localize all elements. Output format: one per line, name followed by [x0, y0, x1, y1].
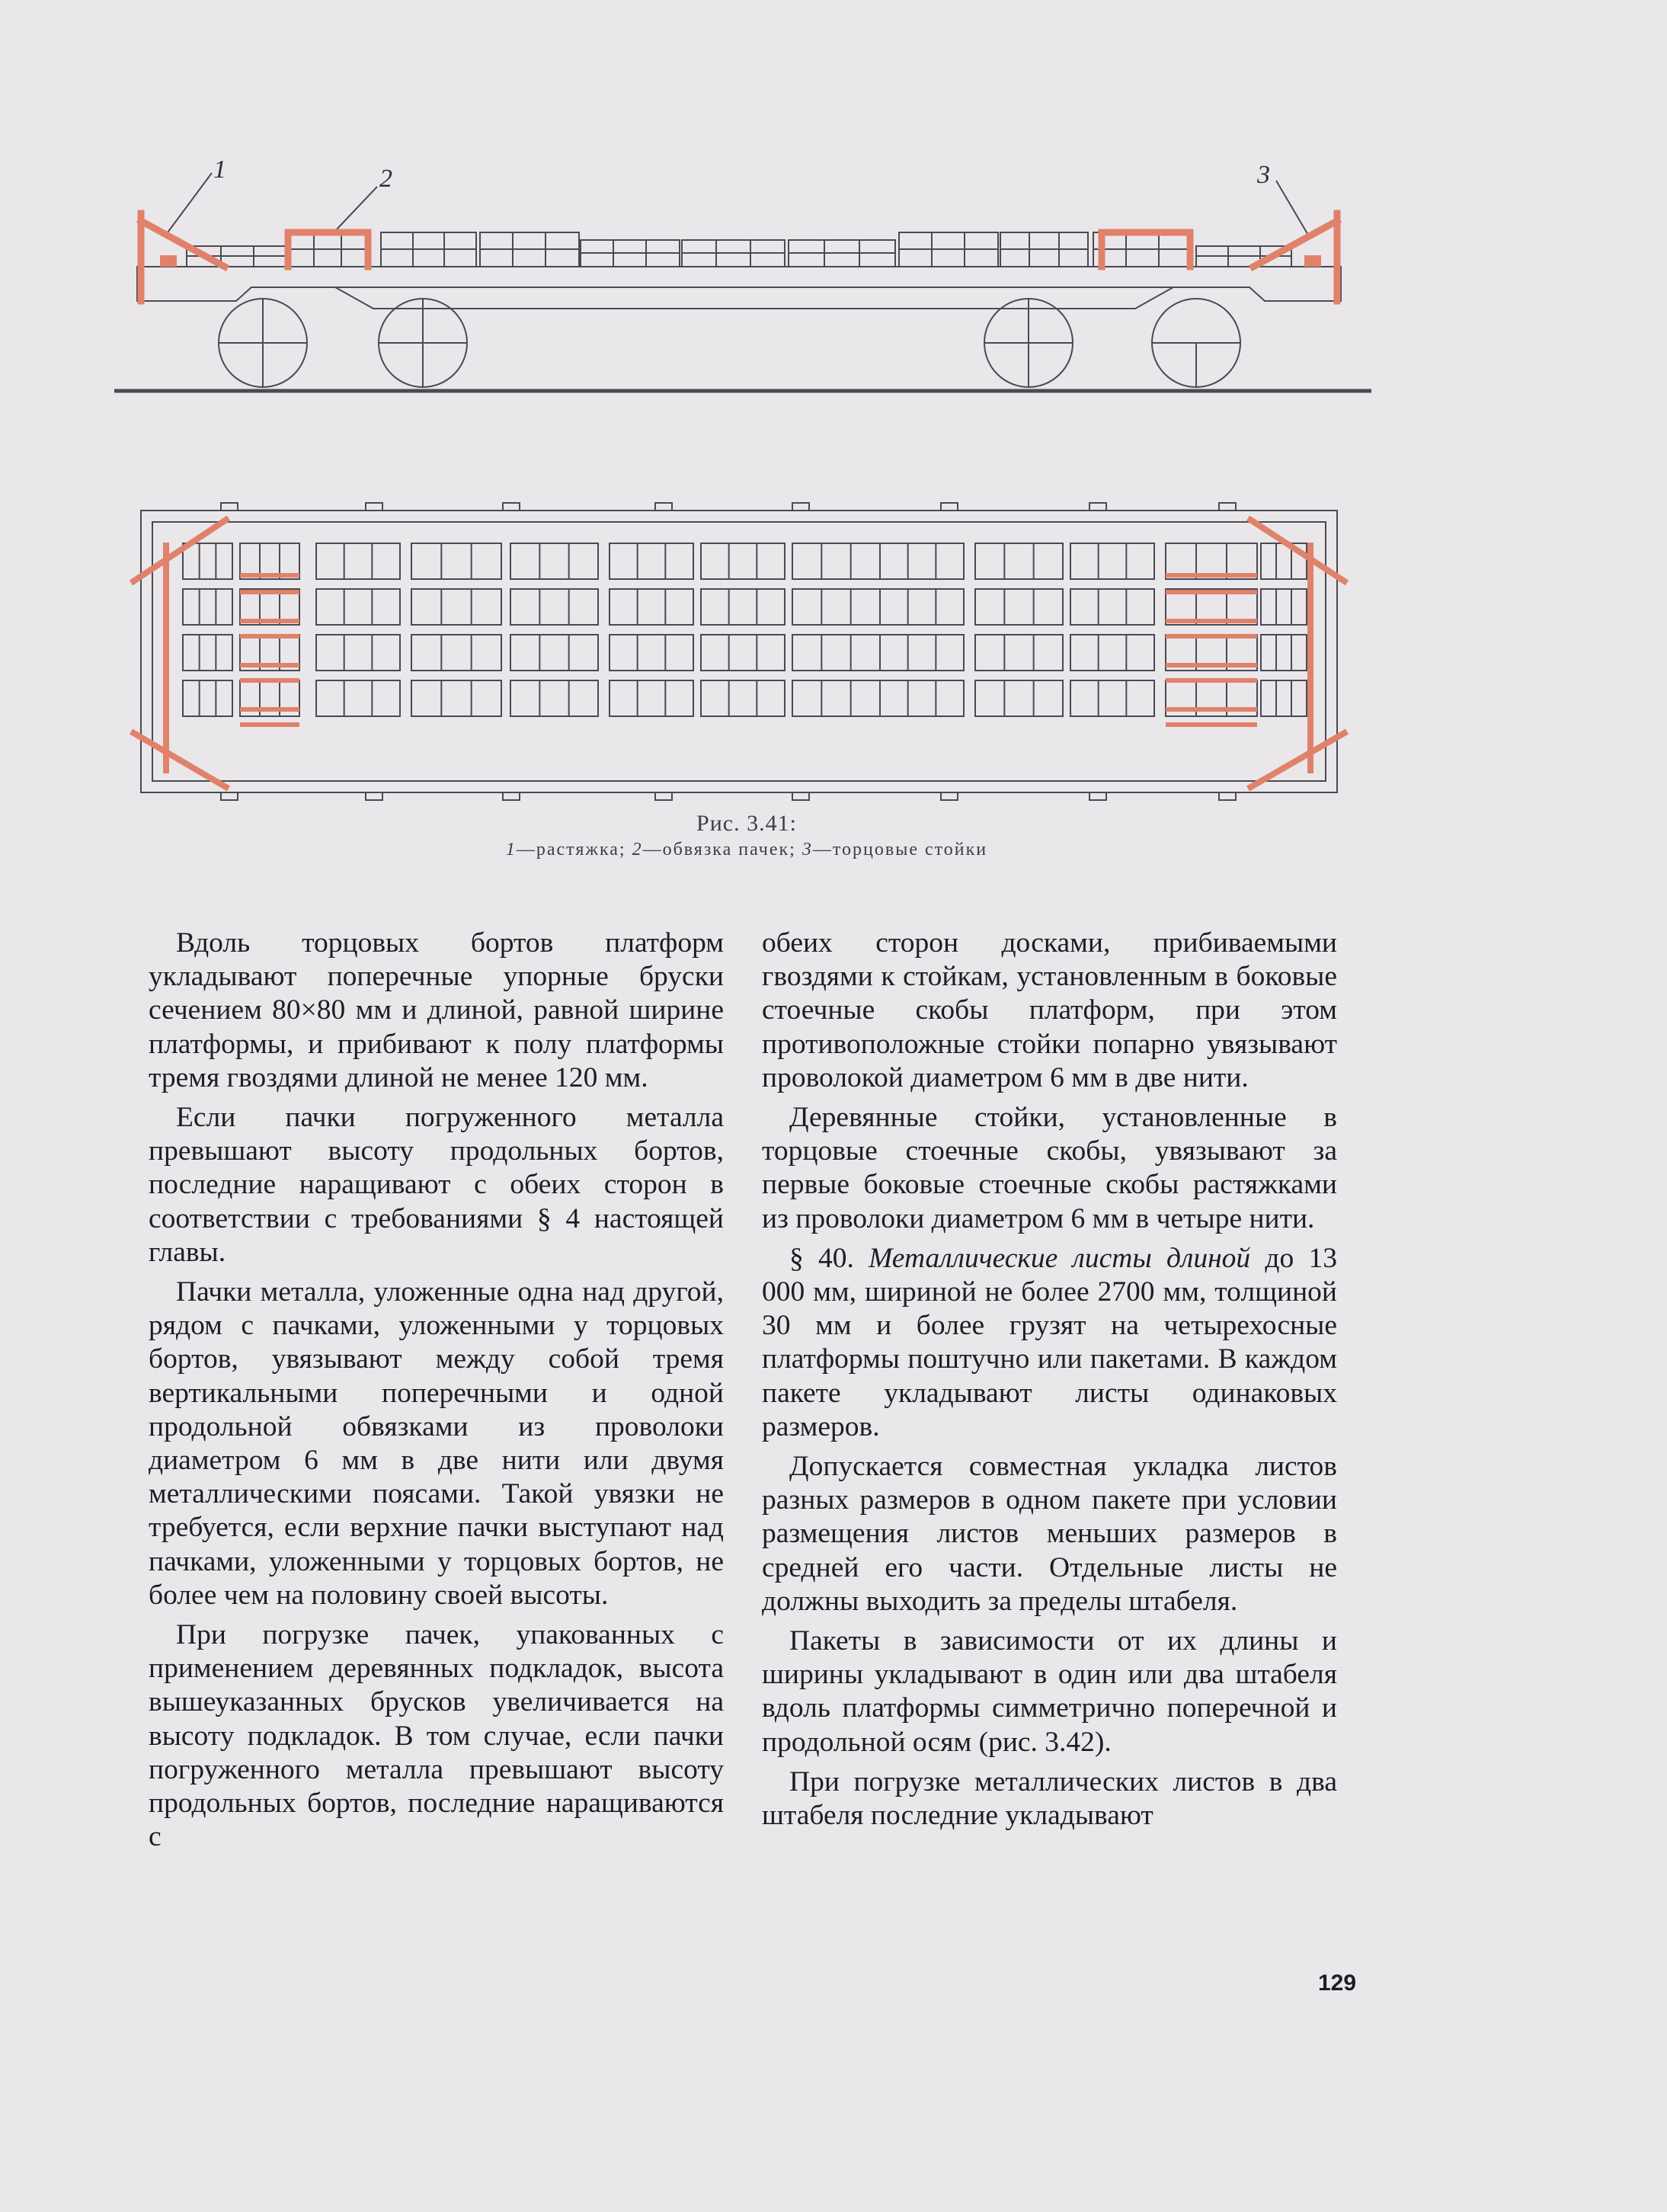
- paragraph: Деревянные стойки, установленные в торцовые стоечные скобы, увязывают за первые боковые стоечные скобы растяжками из проволоки диаметром 6 мм в четыре нити.: [762, 1102, 1337, 1234]
- cargo-bundle: [610, 543, 693, 579]
- cargo-bundle: [701, 680, 785, 716]
- text-column-left: [149, 927, 724, 1860]
- cargo-bundle: [1261, 589, 1307, 625]
- cargo-bundle: [510, 543, 598, 579]
- cargo-bundle: [792, 680, 880, 716]
- paragraph: При погрузке пачек, упакованных с применением деревянных подкладок, высота вышеуказанных брусков увеличивается на высоту подкладок. В том случае, если пачки погруженного металла превышают высоту продольных бортов, последние наращиваются с: [149, 1619, 724, 1853]
- section-heading: Металлические листы длиной: [869, 1242, 1251, 1274]
- legend-text-1: —растяжка;: [516, 840, 632, 860]
- cargo-bundle: [975, 680, 1063, 716]
- paragraph: Если пачки погруженного металла превышают высоту продольных бортов, последние наращивают с обеих сторон в соответствии с требованиями § 4 настоящей главы.: [149, 1102, 724, 1268]
- cargo-bundle: [316, 635, 400, 671]
- cargo-bundle: [975, 635, 1063, 671]
- figure-caption-title: Рис. 3.41:: [696, 811, 797, 836]
- cargo-bundle: [316, 543, 400, 579]
- paragraph-continuation: обеих сторон досками, прибиваемыми гвоздями к стойкам, установленным в боковые стоечные скобы платформ, при этом противоположные стойки попарно увязывают проволокой диаметром 6 мм в две нити.: [762, 927, 1337, 1093]
- cargo-bundle: [510, 589, 598, 625]
- cargo-bundle: [316, 589, 400, 625]
- cargo-bundle: [701, 635, 785, 671]
- cargo-bundle: [183, 680, 232, 716]
- paragraph: Пачки металла, уложенные одна над другой, рядом с пачками, уложенными у торцовых бортов, увязывают между собой тремя вертикальными поперечными и одной продольной обвязками из проволоки диаметром 6 мм в две нити или двумя металлическими поясами. Такой увязки не требуется, если верхние пачки выступают над пачками, уложенными у торцовых бортов, не более чем на половину своей высоты.: [149, 1276, 724, 1611]
- cargo-bundle: [880, 680, 964, 716]
- legend-num-3: 3: [802, 840, 813, 860]
- legend-text-3: —торцовые стойки: [812, 840, 988, 860]
- cargo-bundle: [411, 680, 501, 716]
- legend-num-2: 2: [632, 840, 643, 860]
- page-number: 129: [1318, 1970, 1357, 1996]
- callout-3: 3: [1257, 161, 1270, 189]
- section-number: § 40.: [789, 1242, 869, 1274]
- cargo-bundle: [510, 635, 598, 671]
- cargo-bundle: [975, 589, 1063, 625]
- cargo-bundle: [792, 589, 880, 625]
- callout-1: 1: [213, 156, 226, 184]
- paragraph: Пакеты в зависимости от их длины и ширины укладывают в один или два штабеля вдоль платформы симметрично поперечной и продольной осям (рис. 3.42).: [762, 1625, 1337, 1758]
- legend-num-1: 1: [505, 840, 517, 860]
- cargo-bundle: [1261, 635, 1307, 671]
- paragraph: Допускается совместная укладка листов разных размеров в одном пакете при условии размещения листов меньших размеров в средней его части. Отдельные листы не должны выходить за пределы штабеля.: [762, 1451, 1337, 1617]
- cargo-bundle: [880, 635, 964, 671]
- cargo-bundle: [880, 589, 964, 625]
- cargo-bundle: [975, 543, 1063, 579]
- cargo-bundle: [610, 635, 693, 671]
- figure-legend: [0, 840, 1493, 860]
- cargo-bundle: [792, 543, 880, 579]
- cargo-bundle: [792, 635, 880, 671]
- cargo-bundle: [183, 635, 232, 671]
- section-40-paragraph: [762, 1242, 1337, 1444]
- paragraph: При погрузке металлических листов в два штабеля последние укладывают: [762, 1765, 1337, 1832]
- cargo-bundle: [1261, 680, 1307, 716]
- cargo-bundle: [183, 543, 232, 579]
- cargo-bundle: [1070, 589, 1154, 625]
- callout-2: 2: [379, 165, 392, 193]
- cargo-bundle: [183, 589, 232, 625]
- paragraph: Вдоль торцовых бортов платформ укладывают поперечные упорные бруски сечением 80×80 мм и длиной, равной ширине платформы, и прибивают к полу платформы тремя гвоздями длиной не менее 120 мм.: [149, 927, 724, 1093]
- platform-top-view: [122, 495, 1356, 815]
- cargo-bundle: [880, 543, 964, 579]
- section-text: до 13 000 мм, шириной не более 2700 мм, толщиной 30 мм и более грузят на четырехосные платформы поштучно или пакетами. В каждом пакете укладывают листы одинаковых размеров.: [762, 1242, 1337, 1442]
- cargo-bundle: [510, 680, 598, 716]
- cargo-bundle: [411, 589, 501, 625]
- cargo-bundle: [1070, 635, 1154, 671]
- cargo-bundle: [701, 589, 785, 625]
- cargo-bundle: [316, 680, 400, 716]
- cargo-bundle: [610, 589, 693, 625]
- cargo-bundle: [1070, 543, 1154, 579]
- cargo-bundle: [1070, 680, 1154, 716]
- cargo-bundle: [411, 543, 501, 579]
- legend-text-2: —обвязка пачек;: [642, 840, 802, 860]
- cargo-bundle: [701, 543, 785, 579]
- cargo-bundle: [610, 680, 693, 716]
- text-column-right: [762, 927, 1337, 1839]
- platform-side-view: [114, 156, 1371, 423]
- cargo-bundle: [411, 635, 501, 671]
